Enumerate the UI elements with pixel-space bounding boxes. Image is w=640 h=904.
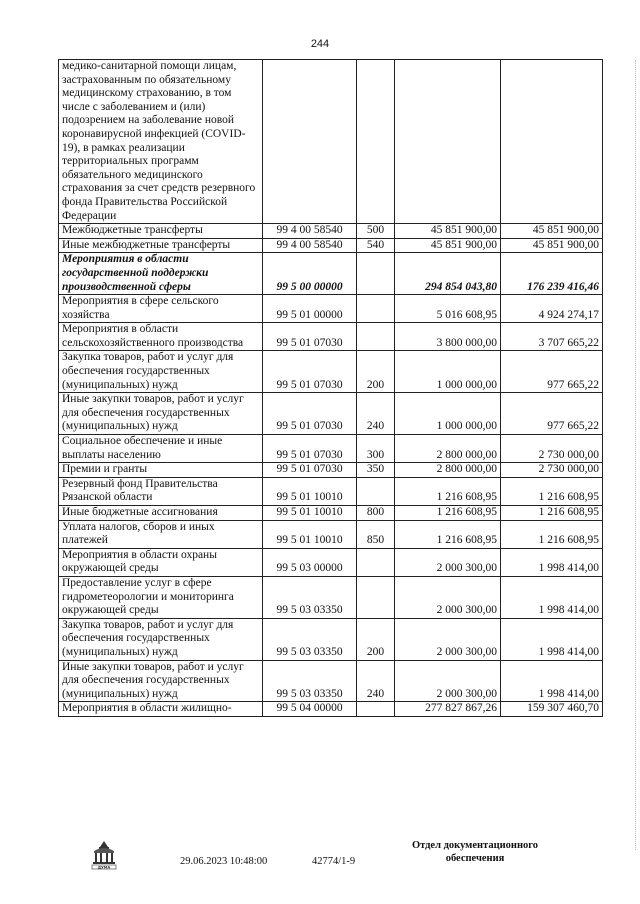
row-amount2-cell: 2 730 000,00: [501, 463, 603, 478]
row-amount2-cell: 1 998 414,00: [501, 618, 603, 660]
row-type-cell: 200: [357, 618, 395, 660]
row-type-cell: 850: [357, 520, 395, 548]
row-amount2-cell: 159 307 460,70: [501, 702, 603, 717]
footer-dept-line2: обеспечения: [445, 853, 505, 864]
row-type-cell: [357, 253, 395, 295]
table-row: [59, 702, 603, 717]
table-row: [59, 295, 603, 323]
table-row: [59, 576, 603, 618]
row-amount1-cell: 2 800 000,00: [395, 463, 501, 478]
row-code-cell: 99 5 03 03350: [263, 576, 357, 618]
row-name-cell: Мероприятия в области охраны окружающей среды: [59, 548, 263, 576]
row-amount1-cell: 1 216 608,95: [395, 477, 501, 505]
row-code-cell: 99 5 01 10010: [263, 477, 357, 505]
table-row: [59, 618, 603, 660]
row-type-cell: 800: [357, 506, 395, 521]
row-code-cell: 99 5 01 10010: [263, 520, 357, 548]
row-name-cell: Иные закупки товаров, работ и услуг для обеспечения государственных (муниципальных) нужд: [59, 393, 263, 435]
table-row: [59, 520, 603, 548]
footer-dept-line1: Отдел документационного: [411, 840, 539, 851]
row-name-cell: Закупка товаров, работ и услуг для обеспечения государственных (муниципальных) нужд: [59, 618, 263, 660]
row-amount2-cell: 1 998 414,00: [501, 576, 603, 618]
row-type-cell: [357, 576, 395, 618]
row-amount1-cell: 3 800 000,00: [395, 323, 501, 351]
row-amount1-cell: 277 827 867,26: [395, 702, 501, 717]
row-code-cell: 99 5 03 03350: [263, 660, 357, 702]
row-name-cell: медико-санитарной помощи лицам, застрахованным по обязательному медицинскому страхованию, в том числе с заболеванием и (или) подозрением на заболевание новой коронавирусной инфекцией (COVID-19), в рамках реализации территориальных программ обязательного медицинского страхования за счет средств резервного фонда Правительства Российской Федерации: [59, 60, 263, 224]
row-code-cell: 99 5 00 00000: [263, 253, 357, 295]
footer-datetime: 29.06.2023 10:48:00: [180, 856, 268, 867]
row-name-cell: Социальное обеспечение и иные выплаты населению: [59, 435, 263, 463]
row-type-cell: 200: [357, 351, 395, 393]
row-amount1-cell: 294 854 043,80: [395, 253, 501, 295]
budget-table-body: [59, 60, 603, 717]
row-amount1-cell: 2 000 300,00: [395, 548, 501, 576]
row-amount1-cell: [395, 60, 501, 224]
row-amount1-cell: 45 851 900,00: [395, 238, 501, 253]
row-type-cell: [357, 477, 395, 505]
row-amount2-cell: 3 707 665,22: [501, 323, 603, 351]
row-amount2-cell: 977 665,22: [501, 393, 603, 435]
row-amount1-cell: 2 800 000,00: [395, 435, 501, 463]
row-amount2-cell: 176 239 416,46: [501, 253, 603, 295]
row-type-cell: 240: [357, 660, 395, 702]
table-row: [59, 60, 603, 224]
table-row: [59, 224, 603, 239]
row-type-cell: 300: [357, 435, 395, 463]
row-amount2-cell: [501, 60, 603, 224]
row-code-cell: 99 5 01 07030: [263, 435, 357, 463]
table-row: [59, 393, 603, 435]
row-amount2-cell: 1 216 608,95: [501, 477, 603, 505]
row-name-cell: Премии и гранты: [59, 463, 263, 478]
duma-emblem-icon: [88, 838, 120, 870]
row-amount2-cell: 1 216 608,95: [501, 520, 603, 548]
row-code-cell: 99 5 01 07030: [263, 463, 357, 478]
row-code-cell: 99 5 01 07030: [263, 393, 357, 435]
table-row: [59, 660, 603, 702]
row-name-cell: Иные межбюджетные трансферты: [59, 238, 263, 253]
row-name-cell: Иные бюджетные ассигнования: [59, 506, 263, 521]
table-row: [59, 477, 603, 505]
row-code-cell: [263, 60, 357, 224]
row-amount1-cell: 5 016 608,95: [395, 295, 501, 323]
row-amount1-cell: 1 216 608,95: [395, 506, 501, 521]
row-name-cell: Предоставление услуг в сфере гидрометеорологии и мониторинга окружающей среды: [59, 576, 263, 618]
row-amount1-cell: 45 851 900,00: [395, 224, 501, 239]
row-name-cell: Мероприятия в области жилищно-: [59, 702, 263, 717]
row-amount1-cell: 2 000 300,00: [395, 660, 501, 702]
scan-edge-marks: [631, 60, 636, 850]
row-code-cell: 99 5 03 03350: [263, 618, 357, 660]
row-type-cell: [357, 295, 395, 323]
row-amount1-cell: 1 216 608,95: [395, 520, 501, 548]
table-row: [59, 351, 603, 393]
row-type-cell: 350: [357, 463, 395, 478]
row-name-cell: Мероприятия в области государственной поддержки производственной сферы: [59, 253, 263, 295]
table-row: [59, 238, 603, 253]
row-amount1-cell: 1 000 000,00: [395, 351, 501, 393]
row-amount2-cell: 2 730 000,00: [501, 435, 603, 463]
footer-doc-number: 42774/1-9: [312, 856, 356, 867]
table-row: [59, 253, 603, 295]
row-amount2-cell: 977 665,22: [501, 351, 603, 393]
row-name-cell: Закупка товаров, работ и услуг для обеспечения государственных (муниципальных) нужд: [59, 351, 263, 393]
row-amount2-cell: 45 851 900,00: [501, 238, 603, 253]
row-code-cell: 99 4 00 58540: [263, 224, 357, 239]
row-type-cell: [357, 548, 395, 576]
row-code-cell: 99 5 01 00000: [263, 295, 357, 323]
row-amount1-cell: 1 000 000,00: [395, 393, 501, 435]
row-code-cell: 99 5 01 10010: [263, 506, 357, 521]
row-name-cell: Резервный фонд Правительства Рязанской области: [59, 477, 263, 505]
row-name-cell: Мероприятия в области сельскохозяйственного производства: [59, 323, 263, 351]
row-code-cell: 99 5 01 07030: [263, 323, 357, 351]
row-code-cell: 99 5 03 00000: [263, 548, 357, 576]
page-number: 244: [310, 38, 330, 50]
row-amount2-cell: 45 851 900,00: [501, 224, 603, 239]
row-amount1-cell: 2 000 300,00: [395, 576, 501, 618]
row-amount2-cell: 1 998 414,00: [501, 548, 603, 576]
row-code-cell: 99 4 00 58540: [263, 238, 357, 253]
row-type-cell: [357, 702, 395, 717]
row-code-cell: 99 5 04 00000: [263, 702, 357, 717]
row-type-cell: [357, 323, 395, 351]
row-name-cell: Иные закупки товаров, работ и услуг для обеспечения государственных (муниципальных) нужд: [59, 660, 263, 702]
footer-department: [400, 839, 550, 865]
table-row: [59, 435, 603, 463]
row-amount2-cell: 1 998 414,00: [501, 660, 603, 702]
row-code-cell: 99 5 01 07030: [263, 351, 357, 393]
row-amount1-cell: 2 000 300,00: [395, 618, 501, 660]
row-name-cell: Межбюджетные трансферты: [59, 224, 263, 239]
row-amount2-cell: 4 924 274,17: [501, 295, 603, 323]
row-amount2-cell: 1 216 608,95: [501, 506, 603, 521]
row-type-cell: [357, 60, 395, 224]
table-row: [59, 548, 603, 576]
table-row: [59, 463, 603, 478]
row-type-cell: 240: [357, 393, 395, 435]
budget-table: [58, 59, 603, 717]
table-row: [59, 323, 603, 351]
table-row: [59, 506, 603, 521]
row-name-cell: Уплата налогов, сборов и иных платежей: [59, 520, 263, 548]
emblem-label: ДУМА: [97, 865, 111, 870]
row-name-cell: Мероприятия в сфере сельского хозяйства: [59, 295, 263, 323]
row-type-cell: 540: [357, 238, 395, 253]
row-type-cell: 500: [357, 224, 395, 239]
